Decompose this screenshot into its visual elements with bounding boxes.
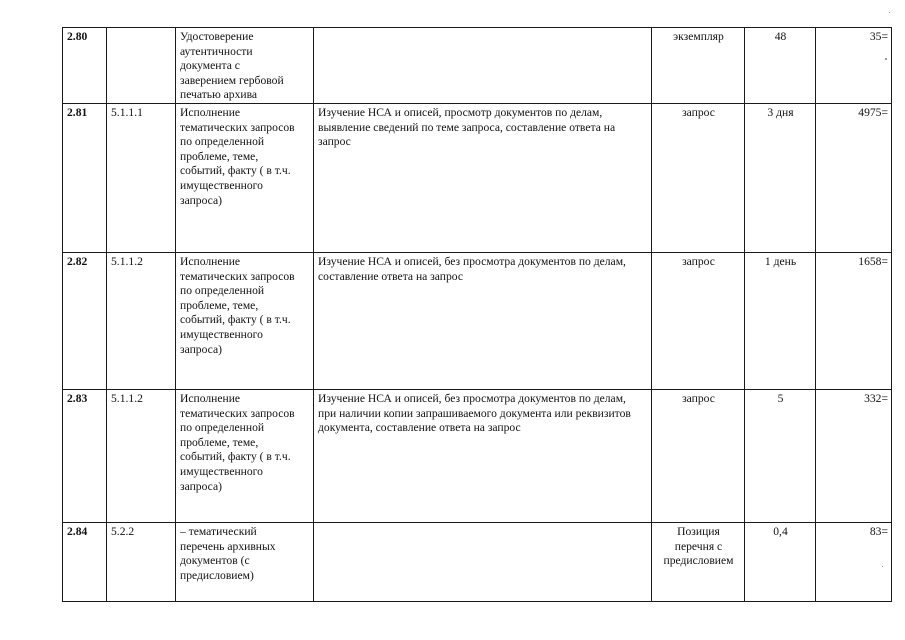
service-name-cell xyxy=(176,28,314,104)
service-name: Исполнение тематических запросов по определенной проблеме, теме, событий, факту ( в т.ч. имущественного запроса) xyxy=(180,391,295,493)
service-name: – тематический перечень архивных документов (с предисловием) xyxy=(180,524,276,582)
price: 1658= xyxy=(816,252,892,389)
row-number: 2.84 xyxy=(63,522,107,601)
table-row xyxy=(63,522,892,601)
service-name-cell xyxy=(176,252,314,389)
scan-speck xyxy=(885,58,887,60)
row-number: 2.81 xyxy=(63,103,107,252)
service-description: Изучение НСА и описей, без просмотра документов по делам, составление ответа на запрос xyxy=(318,254,626,283)
service-name: Исполнение тематических запросов по определенной проблеме, теме, событий, факту ( в т.ч. имущественного запроса) xyxy=(180,254,295,356)
time-norm: 3 дня xyxy=(745,103,816,252)
unit-of-measure: Позиция перечня с предисловием xyxy=(663,524,734,568)
table-row xyxy=(63,389,892,522)
service-code: 5.2.2 xyxy=(107,522,176,601)
unit-cell xyxy=(652,103,745,252)
unit-of-measure: запрос xyxy=(682,105,715,119)
service-code: 5.1.1.2 xyxy=(107,252,176,389)
service-code: 5.1.1.1 xyxy=(107,103,176,252)
service-description-cell xyxy=(314,389,652,522)
unit-cell xyxy=(652,522,745,601)
price: 35= xyxy=(816,28,892,104)
service-name: Исполнение тематических запросов по определенной проблеме, теме, событий, факту ( в т.ч. имущественного запроса) xyxy=(180,105,295,207)
unit-of-measure: запрос xyxy=(682,391,715,405)
unit-of-measure: экземпляр xyxy=(673,30,724,43)
row-number: 2.83 xyxy=(63,389,107,522)
unit-cell xyxy=(652,28,745,104)
service-code xyxy=(107,28,176,104)
row-number: 2.80 xyxy=(63,28,107,104)
price: 332= xyxy=(816,389,892,522)
time-norm: 0,4 xyxy=(745,522,816,601)
price-list-table xyxy=(62,27,892,602)
scan-speck xyxy=(889,12,890,13)
service-name-cell xyxy=(176,103,314,252)
service-description-cell xyxy=(314,522,652,601)
unit-cell xyxy=(652,252,745,389)
service-description: Изучение НСА и описей, просмотр документов по делам, выявление сведений по теме запроса, составление ответа на запрос xyxy=(318,105,616,149)
unit-of-measure: запрос xyxy=(682,254,715,268)
price: 4975= xyxy=(816,103,892,252)
unit-cell xyxy=(652,389,745,522)
service-code: 5.1.1.2 xyxy=(107,389,176,522)
service-name-cell xyxy=(176,389,314,522)
time-norm: 5 xyxy=(745,389,816,522)
service-description-cell xyxy=(314,103,652,252)
row-number: 2.82 xyxy=(63,252,107,389)
service-description-cell xyxy=(314,252,652,389)
scan-speck xyxy=(882,566,883,567)
table-row xyxy=(63,252,892,389)
time-norm: 1 день xyxy=(745,252,816,389)
price: 83= xyxy=(816,522,892,601)
service-name: Удостоверение аутентичности документа с заверением гербовой печатью архива xyxy=(180,30,284,102)
table-row xyxy=(63,28,892,104)
time-norm: 48 xyxy=(745,28,816,104)
service-description: Изучение НСА и описей, без просмотра документов по делам, при наличии копии запрашиваемого документа или реквизитов документа, составление ответа на запрос xyxy=(318,391,631,435)
service-name-cell xyxy=(176,522,314,601)
service-description-cell xyxy=(314,28,652,104)
table-row xyxy=(63,103,892,252)
